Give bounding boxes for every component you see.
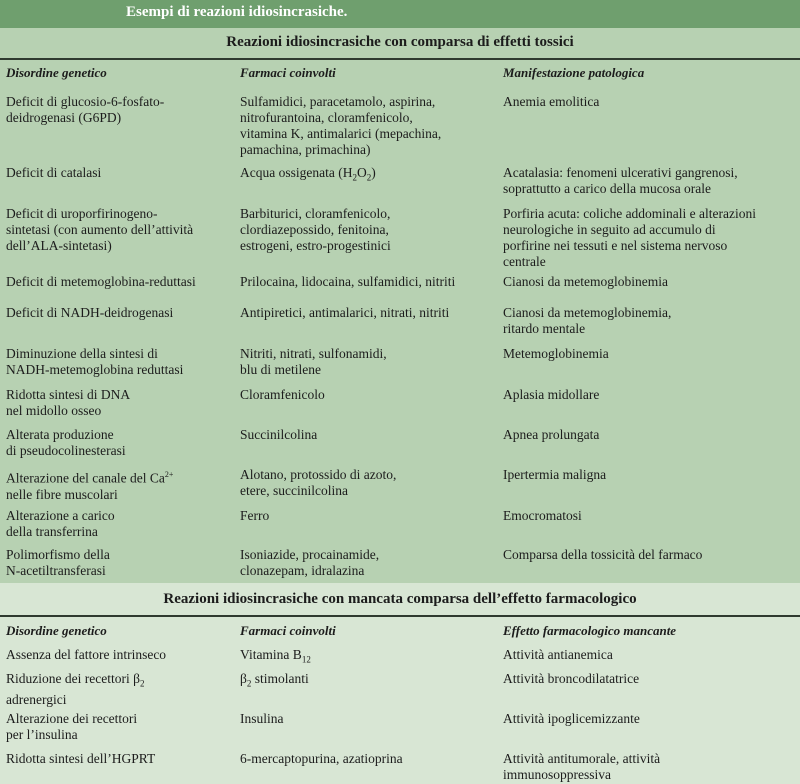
section-title-missing: Reazioni idiosincrasiche con mancata comparsa dell’effetto farmacologico: [163, 591, 637, 607]
title-band: [0, 0, 800, 28]
header-disorder: Disordine genetico: [6, 623, 107, 638]
table-cell: Diminuzione della sintesi di NADH-metemoglobina reduttasi: [6, 346, 184, 377]
header-drugs: Farmaci coinvolti: [240, 623, 336, 638]
divider: [0, 58, 800, 60]
table-cell: Alotano, protossido di azoto, etere, succinilcolina: [240, 467, 397, 498]
table-cell: Ridotta sintesi di DNA nel midollo osseo: [6, 387, 131, 418]
table-cell: Barbiturici, cloramfenicolo, clordiazepossido, fenitoina, estrogeni, estro-progestinici: [240, 206, 391, 253]
header-drugs: Farmaci coinvolti: [240, 65, 336, 80]
table-cell: Aplasia midollare: [503, 387, 600, 402]
table-cell: Deficit di glucosio-6-fosfato- deidrogenasi (G6PD): [6, 94, 165, 125]
table-cell: Deficit di NADH-deidrogenasi: [6, 305, 174, 320]
header-manifestation: Manifestazione patologica: [503, 65, 645, 80]
section-toxic: [0, 28, 800, 583]
table-cell: Attività broncodilatatrice: [503, 671, 640, 686]
table-cell: Metemoglobinemia: [503, 346, 609, 361]
table-cell: Ferro: [240, 508, 270, 523]
table-cell: Prilocaina, lidocaina, sulfamidici, nitriti: [240, 274, 456, 289]
table-cell: Alterazione dei recettori per l’insulina: [6, 711, 138, 742]
table-cell: Antipiretici, antimalarici, nitrati, nitriti: [240, 305, 450, 320]
table-cell: 6-mercaptopurina, azatioprina: [240, 751, 403, 766]
table-cell: Ipertermia maligna: [503, 467, 607, 482]
table-cell: Cloramfenicolo: [240, 387, 325, 402]
table-cell: Porfiria acuta: coliche addominali e alterazioni neurologiche in seguito ad accumulo di porfirine nei tessuti e nel sistema nervoso centrale: [503, 206, 757, 269]
header-disorder: Disordine genetico: [6, 65, 107, 80]
table-cell: Succinilcolina: [240, 427, 318, 442]
table-cell: Assenza del fattore intrinseco: [6, 647, 167, 662]
table-cell: $\beta_2$ stimolanti: [240, 671, 309, 689]
table-cell: Cianosi da metemoglobinemia: [503, 274, 668, 289]
divider: [0, 615, 800, 617]
table-cell: Alterata produzione di pseudocolinesterasi: [6, 427, 126, 458]
section-missing-effect: [0, 583, 800, 784]
table-cell: Insulina: [240, 711, 284, 726]
table-cell: Attività antianemica: [503, 647, 613, 662]
table-cell: Isoniazide, procainamide, clonazepam, idralazina: [240, 547, 380, 578]
table-cell: Deficit di metemoglobina-reduttasi: [6, 274, 196, 289]
table-cell: Nitriti, nitrati, sulfonamidi, blu di metilene: [240, 346, 387, 377]
table-cell: Vitamina $B_{12}$: [240, 647, 311, 665]
table-cell: Attività ipoglicemizzante: [503, 711, 640, 726]
table-cell: Comparsa della tossicità del farmaco: [503, 547, 703, 562]
table-cell: Deficit di uroporfirinogeno- sintetasi (con aumento dell’attività dell’ALA-sintetasi): [6, 206, 194, 253]
table-cell: Cianosi da metemoglobinemia, ritardo mentale: [503, 305, 672, 336]
table-cell: Ridotta sintesi dell’HGPRT: [6, 751, 156, 766]
table-cell: Alterazione a carico della transferrina: [6, 508, 115, 539]
table-cell: Emocromatosi: [503, 508, 582, 523]
header-missing-effect: Effetto farmacologico mancante: [503, 623, 677, 638]
section-title-toxic: Reazioni idiosincrasiche con comparsa di effetti tossici: [226, 34, 574, 50]
page-title: Esempi di reazioni idiosincrasiche.: [126, 4, 348, 20]
table-cell: Attività antitumorale, attività immunosoppressiva: [503, 751, 661, 782]
table-cell: Polimorfismo della N-acetiltransferasi: [6, 547, 110, 578]
table-cell: Anemia emolitica: [503, 94, 600, 109]
table-cell: Riduzione dei recettori $\beta_2$ adrenergici: [6, 671, 145, 707]
table-cell: Acatalasia: fenomeni ulcerativi gangrenosi, soprattutto a carico della mucosa orale: [503, 165, 738, 196]
table-cell: Alterazione del canale del $Ca^{2+}$ nelle fibre muscolari: [6, 470, 174, 502]
table-cell: Deficit di catalasi: [6, 165, 102, 180]
table-cell: Acqua ossigenata $(H_2O_2)$: [240, 165, 376, 183]
table-cell: Apnea prolungata: [503, 427, 600, 442]
table-cell: Sulfamidici, paracetamolo, aspirina, nitrofurantoina, cloramfenicolo, vitamina K, antimalarici (mepachina, pamachina, primachina): [240, 94, 442, 157]
